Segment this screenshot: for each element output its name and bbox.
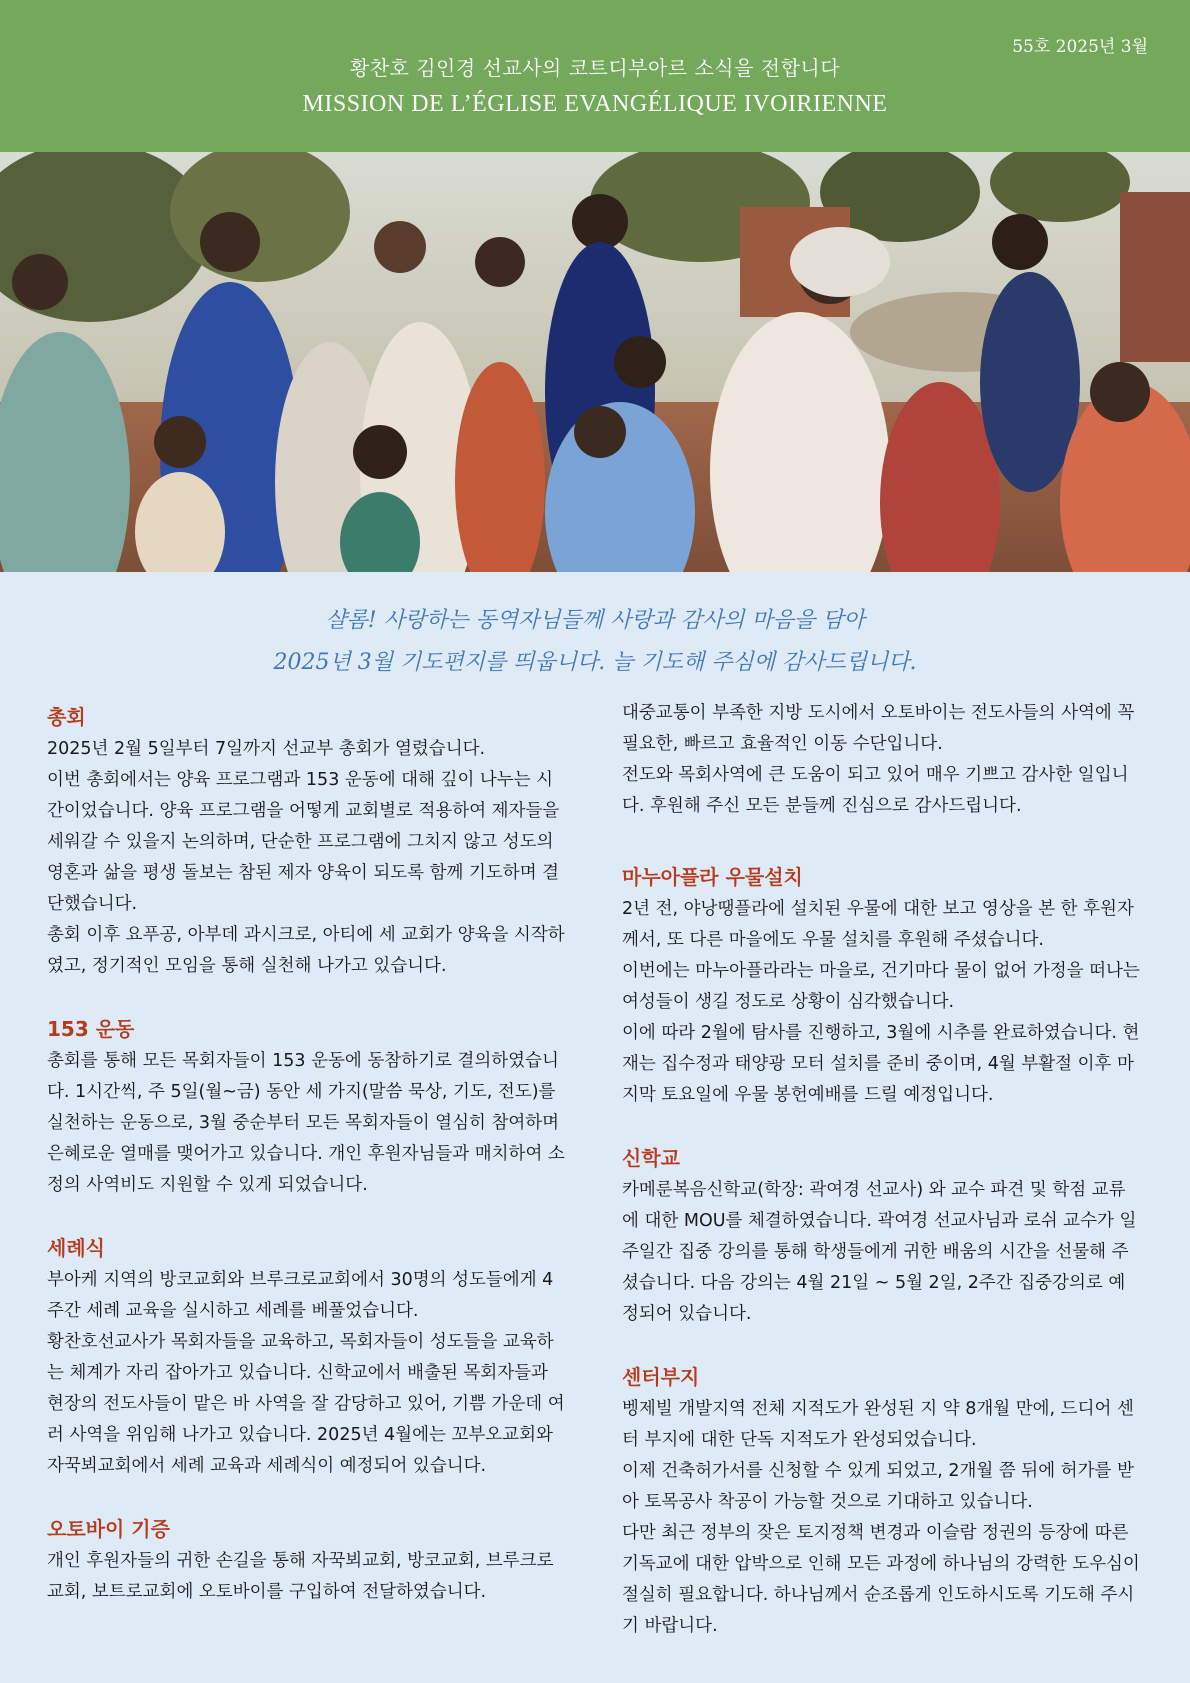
section-paragraph: 총회 이후 요푸공, 아부데 과시크로, 아티에 세 교회가 양육을 시작하였고, 정기적인 모임을 통해 실천해 나가고 있습니다. [47,925,565,976]
section-title: 신학교 [622,1146,680,1170]
right-column [622,698,1142,1672]
section-paragraph: 개인 후원자들의 귀한 손길을 통해 자꾹뵈교회, 방코교회, 브루크로교회, 보트로교회에 오토바이를 구입하여 전달하였습니다. [47,1551,554,1602]
header-title-korean: 황찬호 김인경 선교사의 코트디부아르 소식을 전합니다 [349,56,841,80]
section-paragraph: 총회를 통해 모든 목회자들이 153 운동에 동참하기로 결의하였습니다. 1시간씩, 주 5일(월~금) 동안 세 가지(말씀 묵상, 기도, 전도)를 실천하는 운동으로, 3월 중순부터 모든 목회자들이 열심히 참여하며 은혜로운 열매를 맺어가고 있습니다. 개인 후원자님들과 매치하여 소정의 사역비도 지원할 수 있게 되었습니다. [47,1051,565,1195]
issue-label: 55호 2025년 3월 [1012,37,1148,57]
section-title: 세례식 [47,1236,105,1260]
section-baptism [47,1231,567,1482]
left-column [47,700,567,1638]
section-paragraph: 부아케 지역의 방코교회와 브루크로교회에서 30명의 성도들에게 4주간 세례 교육을 실시하고 세례를 베풀었습니다. [47,1270,554,1321]
section-paragraph: 다만 최근 정부의 잦은 토지정책 변경과 이슬람 정권의 등장에 따른 기독교에 대한 압박으로 인해 모든 과정에 하나님의 강력한 도우심이 절실히 필요합니다. 하나님께서 순조롭게 인도하시도록 기도해 주시기 바랍니다. [622,1523,1140,1636]
newsletter-header [0,0,1190,152]
greeting-line-1: 샬롬! 사랑하는 동역자님들께 사랑과 감사의 마음을 담아 [325,608,865,633]
section-title: 마누아플라 우물설치 [622,865,803,889]
section-paragraph: 2025년 2월 5일부터 7일까지 선교부 총회가 열렸습니다. [47,739,486,759]
section-paragraph: 벵제빌 개발지역 전체 지적도가 완성된 지 약 8개월 만에, 드디어 센터 부지에 대한 단독 지적도가 완성되었습니다. [622,1399,1134,1450]
section-paragraph: 이번 총회에서는 양육 프로그램과 153 운동에 대해 깊이 나누는 시간이었습니다. 양육 프로그램을 어떻게 교회별로 적용하여 제자들을 세워갈 수 있을지 논의하며, 단순한 프로그램에 그치지 않고 성도의 영혼과 삶을 평생 돌보는 참된 제자 양육이 되도록 함께 기도하며 결단했습니다. [47,770,560,914]
section-paragraph: 대중교통이 부족한 지방 도시에서 오토바이는 전도사들의 사역에 꼭 필요한, 빠르고 효율적인 이동 수단입니다. [622,703,1135,754]
greeting-line-2: 2025년 3월 기도편지를 띄웁니다. 늘 기도해 주심에 감사드립니다. [273,650,917,675]
section-paragraph: 전도와 목회사역에 큰 도움이 되고 있어 매우 기쁘고 감사한 일입니다. 후원해 주신 모든 분들께 진심으로 감사드립니다. [622,765,1129,816]
section-general-assembly [47,700,567,982]
section-paragraph: 2년 전, 야낭땡플라에 설치된 우물에 대한 보고 영상을 본 한 후원자께서, 또 다른 마을에도 우물 설치를 후원해 주셨습니다. [622,899,1134,950]
group-photo [0,152,1190,572]
greeting-message [0,600,1190,684]
section-paragraph: 이에 따라 2월에 탐사를 진행하고, 3월에 시추를 완료하였습니다. 현재는 집수정과 태양광 모터 설치를 준비 중이며, 4월 부활절 이후 마지막 토요일에 우물 봉헌예배를 드릴 예정입니다. [622,1023,1140,1105]
section-paragraph: 이번에는 마누아플라라는 마을로, 건기마다 물이 없어 가정을 떠나는 여성들이 생길 정도로 상황이 심각했습니다. [622,961,1140,1012]
section-motorbike-continued [622,698,1142,822]
section-paragraph: 카메룬복음신학교(학장: 곽여경 선교사) 와 교수 파견 및 학점 교류에 대한 MOU를 체결하였습니다. 곽여경 선교사님과 로쉬 교수가 일주일간 집중 강의를 통해 학생들에게 귀한 배움의 시간을 선물해 주셨습니다. 다음 강의는 4월 21일 ~ 5월 2일, 2주간 집중강의로 예정되어 있습니다. [622,1180,1137,1324]
section-title: 총회 [47,705,86,729]
section-title: 153 운동 [47,1017,135,1041]
section-motorbike-donation [47,1512,567,1608]
section-well-installation [622,860,1142,1111]
section-153-movement [47,1012,567,1201]
section-paragraph: 이제 건축허가서를 신청할 수 있게 되었고, 2개월 쯤 뒤에 허가를 받아 토목공사 착공이 가능할 것으로 기대하고 있습니다. [622,1461,1134,1512]
section-center-site [622,1360,1142,1642]
section-seminary [622,1141,1142,1330]
section-paragraph: 황찬호선교사가 목회자들을 교육하고, 목회자들이 성도들을 교육하는 체계가 자리 잡아가고 있습니다. 신학교에서 배출된 목회자들과 현장의 전도사들이 맡은 바 사역을 잘 감당하고 있어, 기쁨 가운데 여러 사역을 위임해 나가고 있습니다. 2025년 4월에는 꼬부오교회와 자꾹뵈교회에서 세례 교육과 세례식이 예정되어 있습니다. [47,1332,565,1476]
header-title-french: MISSION DE L’ÉGLISE EVANGÉLIQUE IVOIRIENNE [302,91,888,117]
group-photo-illustration [0,152,1190,572]
section-title: 오토바이 기증 [47,1517,170,1541]
section-title: 센터부지 [622,1365,700,1389]
